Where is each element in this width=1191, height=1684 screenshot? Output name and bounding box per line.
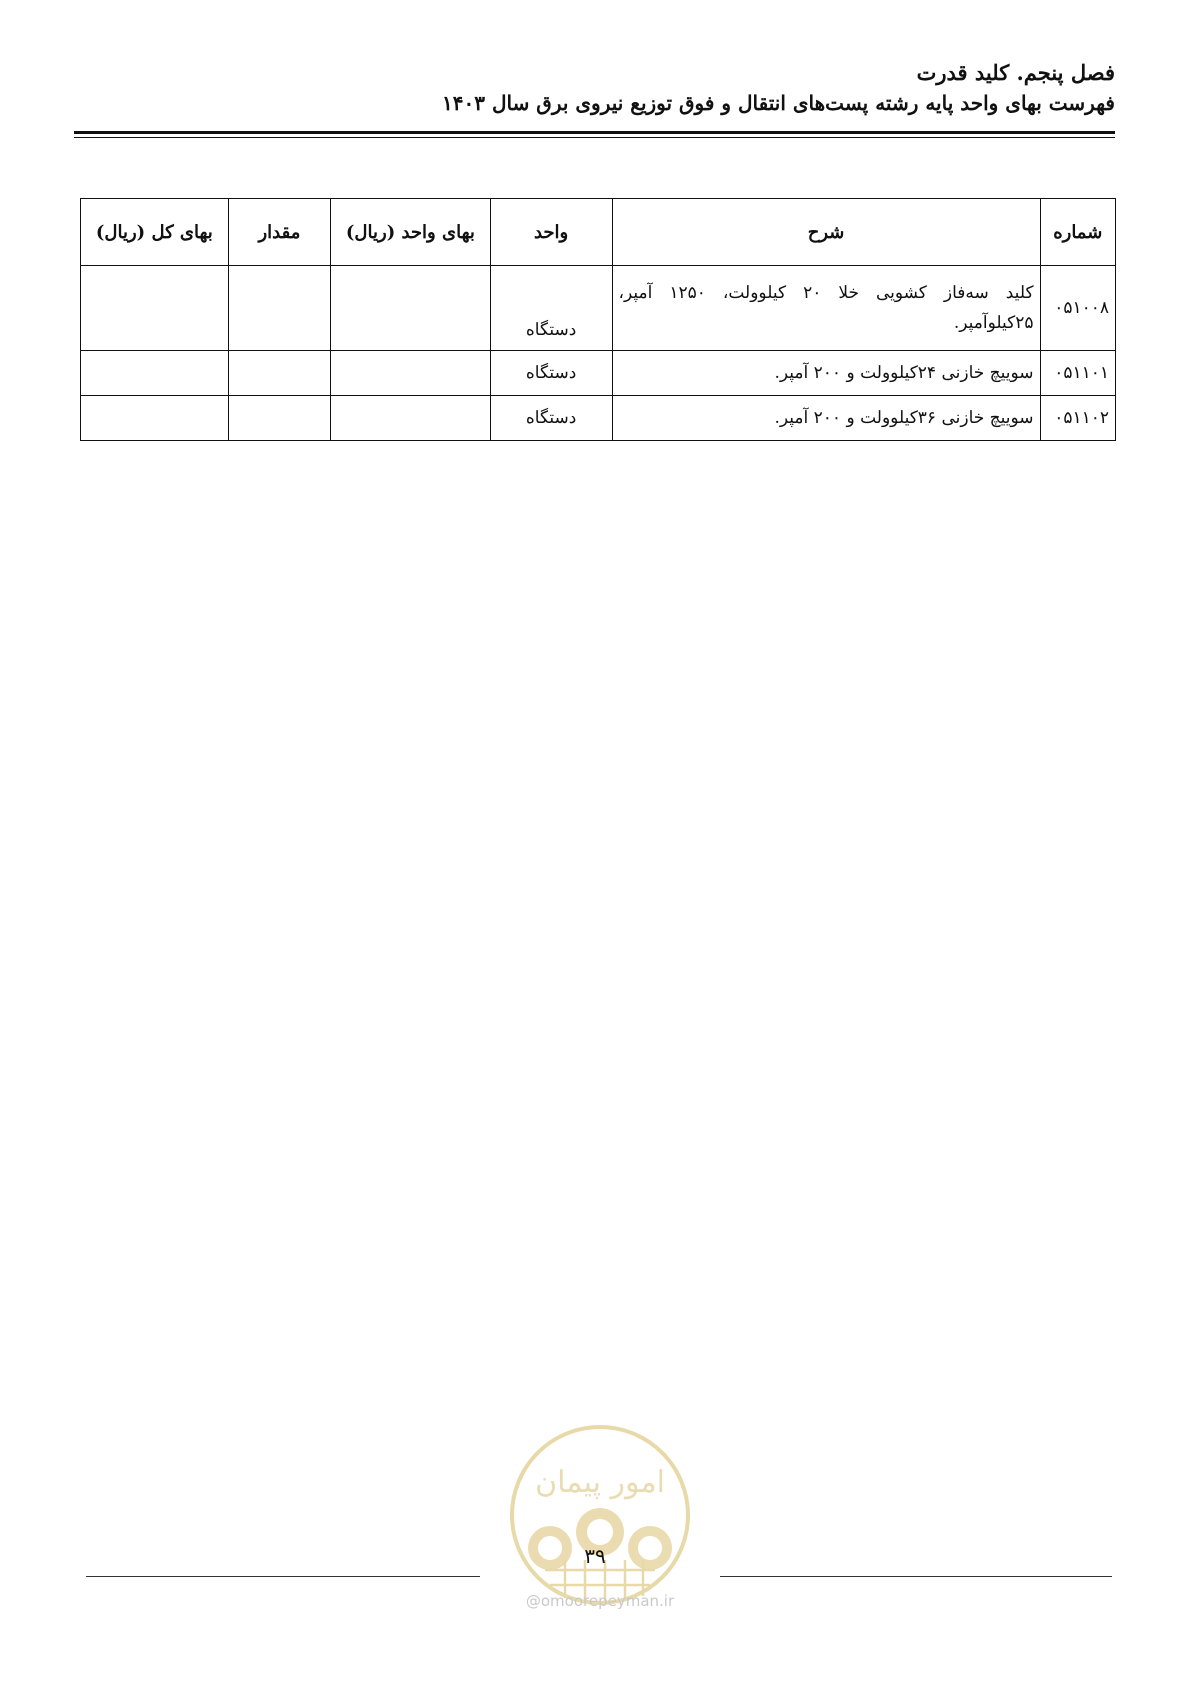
page-number: ۳۹ bbox=[584, 1544, 606, 1568]
item-description: سوییچ خازنی ۳۶کیلوولت و ۲۰۰ آمپر. bbox=[612, 396, 1040, 441]
item-code: ۰۵۱۱۰۲ bbox=[1040, 396, 1115, 441]
column-header-unit: واحد bbox=[490, 199, 612, 266]
table-row bbox=[81, 351, 1116, 396]
column-header-code: شماره bbox=[1040, 199, 1115, 266]
item-total-price-cell bbox=[81, 266, 229, 351]
column-header-quantity: مقدار bbox=[228, 199, 330, 266]
table-row bbox=[81, 396, 1116, 441]
column-header-unit-price: بهای واحد (ریال) bbox=[331, 199, 491, 266]
item-unit-price-cell bbox=[331, 266, 491, 351]
table-header-row bbox=[81, 199, 1116, 266]
item-quantity-cell bbox=[228, 351, 330, 396]
item-code: ۰۵۱۰۰۸ bbox=[1040, 266, 1115, 351]
item-code: ۰۵۱۱۰۱ bbox=[1040, 351, 1115, 396]
column-header-description: شرح bbox=[612, 199, 1040, 266]
item-unit: دستگاه bbox=[490, 396, 612, 441]
item-unit: دستگاه bbox=[490, 351, 612, 396]
header-rule-thick bbox=[74, 131, 1115, 134]
chapter-title: فصل پنجم. کلید قدرت bbox=[916, 60, 1115, 85]
watermark-text: امور پیمان bbox=[535, 1465, 665, 1500]
watermark-logo-icon bbox=[505, 1420, 695, 1610]
page-header bbox=[76, 58, 1115, 118]
item-unit-price-cell bbox=[331, 396, 491, 441]
item-total-price-cell bbox=[81, 396, 229, 441]
item-unit-price-cell bbox=[331, 351, 491, 396]
footer-rule-left bbox=[86, 1576, 480, 1577]
item-description: کلید سه‌فاز کشویی خلا ۲۰ کیلوولت، ۱۲۵۰ آمپر، ۲۵کیلوآمپر. bbox=[612, 266, 1040, 351]
column-header-total-price: بهای کل (ریال) bbox=[81, 199, 229, 266]
item-total-price-cell bbox=[81, 351, 229, 396]
item-quantity-cell bbox=[228, 396, 330, 441]
item-unit: دستگاه bbox=[490, 266, 612, 351]
footer-rule-right bbox=[720, 1576, 1112, 1577]
item-quantity-cell bbox=[228, 266, 330, 351]
table-row bbox=[81, 266, 1116, 351]
price-list-table bbox=[80, 198, 1116, 441]
document-subtitle: فهرست بهای واحد پایه رشته پست‌های انتقال و فوق توزیع نیروی برق سال ۱۴۰۳ bbox=[442, 91, 1115, 115]
website-watermark: @omoorepeyman.ir bbox=[525, 1592, 675, 1610]
header-rule-thin bbox=[74, 137, 1115, 138]
item-description: سوییچ خازنی ۲۴کیلوولت و ۲۰۰ آمپر. bbox=[612, 351, 1040, 396]
